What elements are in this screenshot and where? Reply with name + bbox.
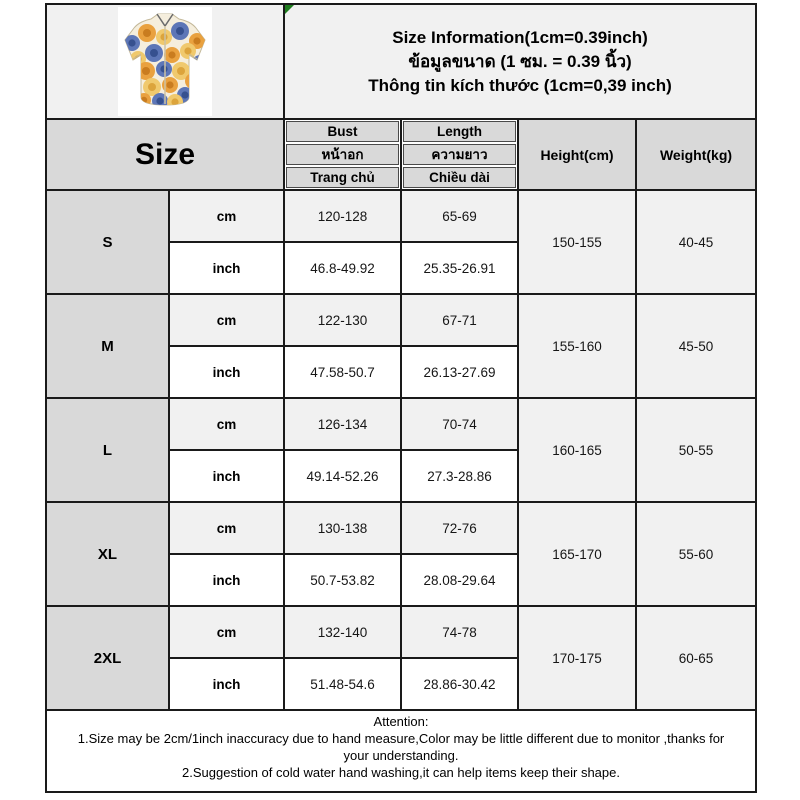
length-label-en: Length — [403, 121, 516, 142]
size-label: S — [46, 190, 169, 294]
bust-cm-value: 130-138 — [284, 502, 401, 554]
weight-value: 55-60 — [636, 502, 756, 606]
length-inch-value: 26.13-27.69 — [401, 346, 518, 398]
bust-label-en: Bust — [286, 121, 399, 142]
size-label: M — [46, 294, 169, 398]
length-inch-value: 28.86-30.42 — [401, 658, 518, 710]
length-cm-value: 74-78 — [401, 606, 518, 658]
length-inch-value: 25.35-26.91 — [401, 242, 518, 294]
unit-cm-label: cm — [169, 294, 284, 346]
bust-cm-value: 122-130 — [284, 294, 401, 346]
length-cm-value: 65-69 — [401, 190, 518, 242]
size-column-header: Size — [46, 119, 284, 190]
weight-column-header: Weight(kg) — [636, 119, 756, 190]
bust-inch-value: 47.58-50.7 — [284, 346, 401, 398]
length-cm-value: 70-74 — [401, 398, 518, 450]
size-row-m-cm — [46, 294, 756, 346]
size-label: 2XL — [46, 606, 169, 710]
length-column-header — [401, 119, 518, 190]
height-column-header: Height(cm) — [518, 119, 636, 190]
unit-inch-label: inch — [169, 554, 284, 606]
size-info-title-en: Size Information(1cm=0.39inch) — [392, 27, 648, 47]
floral-shirt-illustration — [120, 7, 210, 113]
unit-inch-label: inch — [169, 242, 284, 294]
height-value: 165-170 — [518, 502, 636, 606]
unit-cm-label: cm — [169, 502, 284, 554]
unit-cm-label: cm — [169, 190, 284, 242]
excel-corner-marker-icon — [285, 5, 294, 14]
bust-column-header — [284, 119, 401, 190]
column-header-row — [46, 119, 756, 190]
length-cm-value: 67-71 — [401, 294, 518, 346]
bust-cm-value: 120-128 — [284, 190, 401, 242]
attention-title: Attention: — [373, 714, 429, 729]
bust-cm-value: 132-140 — [284, 606, 401, 658]
length-inch-value: 28.08-29.64 — [401, 554, 518, 606]
attention-row — [46, 710, 756, 792]
weight-value: 45-50 — [636, 294, 756, 398]
size-info-title-cell — [284, 4, 756, 119]
size-row-l-cm — [46, 398, 756, 450]
unit-inch-label: inch — [169, 346, 284, 398]
height-value: 150-155 — [518, 190, 636, 294]
length-label-th: ความยาว — [403, 144, 516, 165]
size-label: XL — [46, 502, 169, 606]
size-row-2xl-cm — [46, 606, 756, 658]
size-row-xl-cm — [46, 502, 756, 554]
attention-line-1: 1.Size may be 2cm/1inch inaccuracy due to hand measure,Color may be little different due to monitor ,thanks for your understanding. — [77, 731, 725, 763]
bust-inch-value: 50.7-53.82 — [284, 554, 401, 606]
weight-value: 60-65 — [636, 606, 756, 710]
height-value: 155-160 — [518, 294, 636, 398]
unit-cm-label: cm — [169, 398, 284, 450]
unit-inch-label: inch — [169, 450, 284, 502]
bust-inch-value: 49.14-52.26 — [284, 450, 401, 502]
length-cm-value: 72-76 — [401, 502, 518, 554]
length-inch-value: 27.3-28.86 — [401, 450, 518, 502]
bust-inch-value: 51.48-54.6 — [284, 658, 401, 710]
size-info-title-th: ข้อมูลขนาด (1 ซม. = 0.39 นิ้ว) — [408, 51, 632, 71]
bust-cm-value: 126-134 — [284, 398, 401, 450]
bust-label-th: หน้าอก — [286, 144, 399, 165]
unit-inch-label: inch — [169, 658, 284, 710]
weight-value: 50-55 — [636, 398, 756, 502]
length-label-vi: Chiều dài — [403, 167, 516, 188]
size-info-title-vi: Thông tin kích thước (1cm=0,39 inch) — [368, 75, 672, 95]
bust-label-vi: Trang chủ — [286, 167, 399, 188]
size-table — [45, 3, 757, 793]
size-label: L — [46, 398, 169, 502]
attention-line-2: 2.Suggestion of cold water hand washing,it can help items keep their shape. — [182, 765, 620, 780]
product-photo — [118, 7, 212, 116]
attention-note — [46, 710, 756, 792]
bust-inch-value: 46.8-49.92 — [284, 242, 401, 294]
size-row-s-cm — [46, 190, 756, 242]
height-value: 170-175 — [518, 606, 636, 710]
unit-cm-label: cm — [169, 606, 284, 658]
product-photo-cell — [46, 4, 284, 119]
height-value: 160-165 — [518, 398, 636, 502]
weight-value: 40-45 — [636, 190, 756, 294]
top-header-row — [46, 4, 756, 119]
